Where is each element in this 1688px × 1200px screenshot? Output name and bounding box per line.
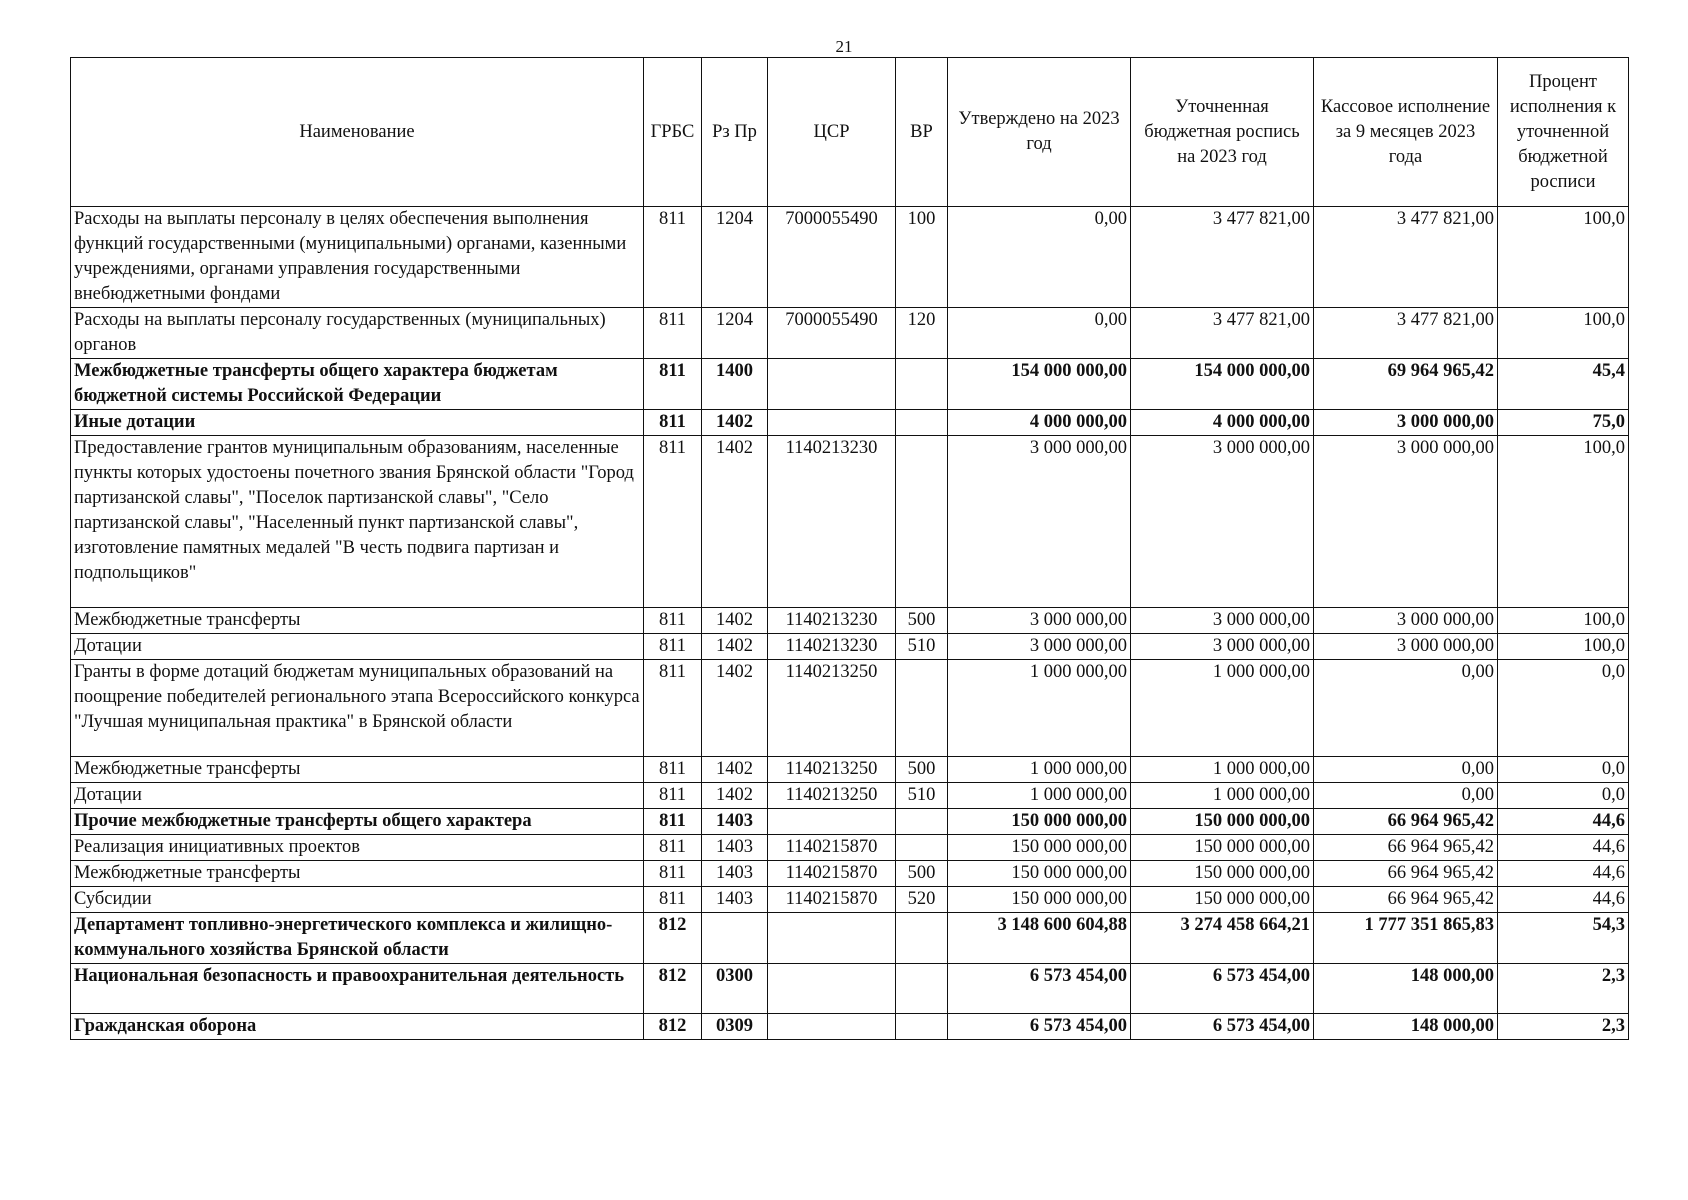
cell-grbs: 811	[644, 887, 702, 913]
cell-refined: 1 000 000,00	[1131, 660, 1314, 757]
cell-rzpr: 0309	[702, 1014, 768, 1040]
cell-approved: 154 000 000,00	[948, 359, 1131, 410]
table-row	[71, 660, 1629, 757]
table-row	[71, 964, 1629, 1014]
cell-executed: 1 777 351 865,83	[1314, 913, 1498, 964]
cell-vr: 100	[896, 207, 948, 308]
cell-csr: 1140213250	[768, 660, 896, 757]
cell-refined: 150 000 000,00	[1131, 835, 1314, 861]
cell-vr	[896, 410, 948, 436]
cell-name: Межбюджетные трансферты	[71, 861, 644, 887]
cell-executed: 0,00	[1314, 783, 1498, 809]
cell-refined: 3 000 000,00	[1131, 436, 1314, 608]
cell-name: Дотации	[71, 783, 644, 809]
cell-percent: 100,0	[1498, 436, 1629, 608]
cell-executed: 148 000,00	[1314, 1014, 1498, 1040]
cell-percent: 2,3	[1498, 964, 1629, 1014]
cell-name: Межбюджетные трансферты	[71, 608, 644, 634]
header-executed: Кассовое исполнение за 9 месяцев 2023 года	[1314, 58, 1498, 207]
table-row	[71, 634, 1629, 660]
cell-refined: 150 000 000,00	[1131, 809, 1314, 835]
cell-name: Гражданская оборона	[71, 1014, 644, 1040]
cell-name: Субсидии	[71, 887, 644, 913]
cell-grbs: 811	[644, 207, 702, 308]
cell-approved: 150 000 000,00	[948, 861, 1131, 887]
cell-refined: 154 000 000,00	[1131, 359, 1314, 410]
cell-approved: 150 000 000,00	[948, 835, 1131, 861]
header-approved: Утверждено на 2023 год	[948, 58, 1131, 207]
cell-csr: 1140215870	[768, 861, 896, 887]
budget-execution-table	[70, 57, 1629, 1040]
cell-csr: 1140215870	[768, 835, 896, 861]
cell-rzpr: 1402	[702, 660, 768, 757]
cell-refined: 3 477 821,00	[1131, 207, 1314, 308]
cell-name: Расходы на выплаты персоналу в целях обеспечения выполнения функций государственными (муниципальными) органами, казенными учреждениями, органами управления государственными внебюджетными фондами	[71, 207, 644, 308]
cell-grbs: 811	[644, 608, 702, 634]
cell-grbs: 811	[644, 359, 702, 410]
cell-grbs: 811	[644, 308, 702, 359]
cell-executed: 3 000 000,00	[1314, 410, 1498, 436]
cell-csr: 7000055490	[768, 207, 896, 308]
cell-refined: 150 000 000,00	[1131, 887, 1314, 913]
cell-percent: 54,3	[1498, 913, 1629, 964]
cell-csr: 1140213230	[768, 608, 896, 634]
header-percent: Процент исполнения к уточненной бюджетной росписи	[1498, 58, 1629, 207]
cell-csr	[768, 1014, 896, 1040]
cell-rzpr: 1204	[702, 207, 768, 308]
cell-csr	[768, 913, 896, 964]
cell-grbs: 811	[644, 410, 702, 436]
table-row	[71, 835, 1629, 861]
cell-refined: 3 000 000,00	[1131, 634, 1314, 660]
cell-executed: 3 000 000,00	[1314, 608, 1498, 634]
cell-vr	[896, 436, 948, 608]
cell-rzpr: 1402	[702, 634, 768, 660]
header-grbs: ГРБС	[644, 58, 702, 207]
cell-approved: 3 000 000,00	[948, 634, 1131, 660]
cell-approved: 3 000 000,00	[948, 608, 1131, 634]
table-row	[71, 359, 1629, 410]
cell-rzpr: 1204	[702, 308, 768, 359]
cell-name: Гранты в форме дотаций бюджетам муниципальных образований на поощрение победителей регионального этапа Всероссийского конкурса "Лучшая муниципальная практика" в Брянской области	[71, 660, 644, 757]
table-row	[71, 887, 1629, 913]
cell-approved: 1 000 000,00	[948, 660, 1131, 757]
cell-vr: 500	[896, 757, 948, 783]
cell-approved: 1 000 000,00	[948, 757, 1131, 783]
cell-vr	[896, 660, 948, 757]
cell-grbs: 812	[644, 1014, 702, 1040]
cell-refined: 150 000 000,00	[1131, 861, 1314, 887]
page-number: 21	[835, 37, 853, 56]
cell-vr	[896, 964, 948, 1014]
cell-approved: 4 000 000,00	[948, 410, 1131, 436]
cell-refined: 1 000 000,00	[1131, 757, 1314, 783]
cell-rzpr: 1402	[702, 608, 768, 634]
cell-name: Национальная безопасность и правоохранительная деятельность	[71, 964, 644, 1014]
table-row	[71, 1014, 1629, 1040]
table-row	[71, 207, 1629, 308]
table-row	[71, 913, 1629, 964]
cell-vr: 520	[896, 887, 948, 913]
cell-executed: 66 964 965,42	[1314, 809, 1498, 835]
cell-refined: 4 000 000,00	[1131, 410, 1314, 436]
cell-executed: 148 000,00	[1314, 964, 1498, 1014]
cell-grbs: 811	[644, 835, 702, 861]
cell-percent: 100,0	[1498, 608, 1629, 634]
cell-vr: 500	[896, 861, 948, 887]
cell-name: Межбюджетные трансферты общего характера бюджетам бюджетной системы Российской Федерации	[71, 359, 644, 410]
cell-executed: 69 964 965,42	[1314, 359, 1498, 410]
cell-percent: 44,6	[1498, 887, 1629, 913]
cell-refined: 1 000 000,00	[1131, 783, 1314, 809]
table-row	[71, 861, 1629, 887]
cell-approved: 150 000 000,00	[948, 887, 1131, 913]
cell-refined: 6 573 454,00	[1131, 964, 1314, 1014]
cell-name: Расходы на выплаты персоналу государственных (муниципальных) органов	[71, 308, 644, 359]
cell-approved: 0,00	[948, 308, 1131, 359]
cell-rzpr: 1402	[702, 757, 768, 783]
cell-percent: 100,0	[1498, 207, 1629, 308]
cell-executed: 0,00	[1314, 757, 1498, 783]
cell-grbs: 811	[644, 861, 702, 887]
cell-grbs: 812	[644, 964, 702, 1014]
cell-approved: 150 000 000,00	[948, 809, 1131, 835]
cell-refined: 6 573 454,00	[1131, 1014, 1314, 1040]
cell-name: Предоставление грантов муниципальным образованиям, населенные пункты которых удостоены почетного звания Брянской области "Город партизанской славы", "Поселок партизанской славы", "Село партизанской славы", "Населенный пункт партизанской славы", изготовление памятных медалей "В честь подвига партизан и подпольщиков"	[71, 436, 644, 608]
cell-percent: 44,6	[1498, 861, 1629, 887]
cell-name: Иные дотации	[71, 410, 644, 436]
cell-vr	[896, 913, 948, 964]
cell-rzpr: 1403	[702, 861, 768, 887]
cell-rzpr: 0300	[702, 964, 768, 1014]
cell-executed: 3 000 000,00	[1314, 634, 1498, 660]
cell-percent: 2,3	[1498, 1014, 1629, 1040]
cell-approved: 3 000 000,00	[948, 436, 1131, 608]
cell-percent: 44,6	[1498, 809, 1629, 835]
cell-csr: 1140213230	[768, 634, 896, 660]
cell-approved: 6 573 454,00	[948, 964, 1131, 1014]
cell-grbs: 811	[644, 809, 702, 835]
cell-approved: 6 573 454,00	[948, 1014, 1131, 1040]
cell-vr	[896, 835, 948, 861]
cell-grbs: 811	[644, 783, 702, 809]
cell-rzpr: 1403	[702, 835, 768, 861]
cell-csr	[768, 410, 896, 436]
header-rzpr: Рз Пр	[702, 58, 768, 207]
cell-approved: 1 000 000,00	[948, 783, 1131, 809]
cell-name: Дотации	[71, 634, 644, 660]
cell-vr: 500	[896, 608, 948, 634]
table-row	[71, 757, 1629, 783]
cell-percent: 0,0	[1498, 757, 1629, 783]
cell-percent: 100,0	[1498, 308, 1629, 359]
cell-csr: 1140213250	[768, 757, 896, 783]
header-csr: ЦСР	[768, 58, 896, 207]
cell-csr: 1140213230	[768, 436, 896, 608]
header-name: Наименование	[71, 58, 644, 207]
cell-vr: 510	[896, 634, 948, 660]
cell-executed: 66 964 965,42	[1314, 887, 1498, 913]
cell-rzpr: 1402	[702, 410, 768, 436]
cell-executed: 0,00	[1314, 660, 1498, 757]
cell-refined: 3 274 458 664,21	[1131, 913, 1314, 964]
cell-vr	[896, 1014, 948, 1040]
header-vr: ВР	[896, 58, 948, 207]
cell-percent: 0,0	[1498, 783, 1629, 809]
cell-vr	[896, 809, 948, 835]
cell-percent: 44,6	[1498, 835, 1629, 861]
cell-grbs: 812	[644, 913, 702, 964]
cell-rzpr: 1402	[702, 436, 768, 608]
cell-name: Прочие межбюджетные трансферты общего характера	[71, 809, 644, 835]
cell-vr: 510	[896, 783, 948, 809]
table-row	[71, 608, 1629, 634]
cell-refined: 3 477 821,00	[1131, 308, 1314, 359]
header-refined: Уточненная бюджетная роспись на 2023 год	[1131, 58, 1314, 207]
cell-vr	[896, 359, 948, 410]
cell-grbs: 811	[644, 436, 702, 608]
cell-grbs: 811	[644, 634, 702, 660]
cell-approved: 3 148 600 604,88	[948, 913, 1131, 964]
cell-percent: 0,0	[1498, 660, 1629, 757]
cell-executed: 3 477 821,00	[1314, 207, 1498, 308]
cell-executed: 66 964 965,42	[1314, 835, 1498, 861]
table-row	[71, 809, 1629, 835]
cell-csr	[768, 809, 896, 835]
cell-name: Департамент топливно-энергетического комплекса и жилищно-коммунального хозяйства Брянской области	[71, 913, 644, 964]
table-row	[71, 410, 1629, 436]
cell-rzpr: 1403	[702, 809, 768, 835]
cell-csr: 1140215870	[768, 887, 896, 913]
cell-rzpr: 1403	[702, 887, 768, 913]
cell-percent: 100,0	[1498, 634, 1629, 660]
table-header-row	[71, 58, 1629, 207]
table-row	[71, 436, 1629, 608]
cell-grbs: 811	[644, 660, 702, 757]
cell-refined: 3 000 000,00	[1131, 608, 1314, 634]
cell-csr	[768, 359, 896, 410]
cell-csr	[768, 964, 896, 1014]
cell-percent: 45,4	[1498, 359, 1629, 410]
cell-approved: 0,00	[948, 207, 1131, 308]
cell-rzpr: 1400	[702, 359, 768, 410]
cell-name: Реализация инициативных проектов	[71, 835, 644, 861]
cell-executed: 3 477 821,00	[1314, 308, 1498, 359]
cell-grbs: 811	[644, 757, 702, 783]
cell-name: Межбюджетные трансферты	[71, 757, 644, 783]
cell-executed: 66 964 965,42	[1314, 861, 1498, 887]
cell-csr: 1140213250	[768, 783, 896, 809]
table-row	[71, 783, 1629, 809]
table-row	[71, 308, 1629, 359]
cell-vr: 120	[896, 308, 948, 359]
cell-percent: 75,0	[1498, 410, 1629, 436]
cell-rzpr	[702, 913, 768, 964]
cell-executed: 3 000 000,00	[1314, 436, 1498, 608]
cell-rzpr: 1402	[702, 783, 768, 809]
cell-csr: 7000055490	[768, 308, 896, 359]
